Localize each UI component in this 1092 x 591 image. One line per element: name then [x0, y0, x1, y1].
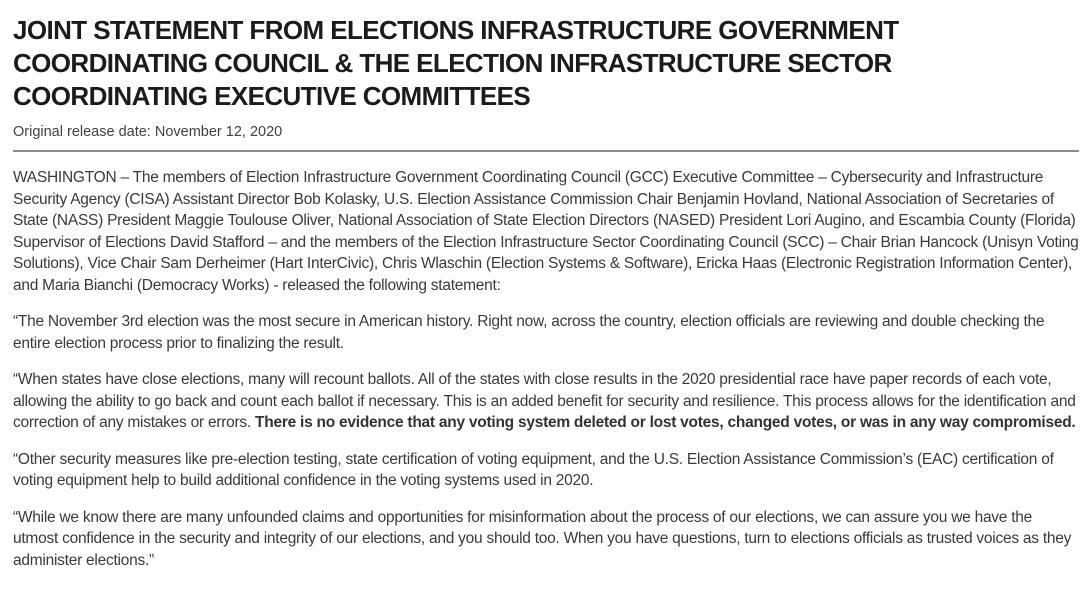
paragraph-recounts — [13, 369, 1079, 434]
paragraph-attribution: WASHINGTON – The members of Election Infrastructure Government Coordinating Council (GCC) Executive Committee – Cybersecurity and Infrastructure Security Agency (CISA) Assistant Director Bob Kolasky, U.S. Election Assistance Commission Chair Benjamin Hovland, National Association of Secretaries of State (NASS) President Maggie Toulouse Oliver, National Association of State Election Directors (NASED) President Lori Augino, and Escambia County (Florida) Supervisor of Elections David Stafford – and the members of the Election Infrastructure Sector Coordinating Council (SCC) – Chair Brian Hancock (Unisyn Voting Solutions), Vice Chair Sam Derheimer (Hart InterCivic), Chris Wlaschin (Election Systems & Software), Ericka Haas (Electronic Registration Information Center), and Maria Bianchi (Democracy Works) - released the following statement: — [13, 169, 1079, 294]
release-date: Original release date: November 12, 2020 — [13, 124, 283, 140]
statement-body — [13, 167, 1079, 571]
paragraph-closing: “While we know there are many unfounded claims and opportunities for misinformation about the process of our elections, we can assure you we have the utmost confidence in the security and integrity of our elections, and you should too. When you have questions, turn to elections officials as trusted voices as they administer elections.” — [13, 508, 1072, 569]
page-title — [13, 14, 1079, 113]
paragraph-secure-election: “The November 3rd election was the most secure in American history. Right now, across the country, election officials are reviewing and double checking the entire election process prior to finalizing the result. — [13, 313, 1045, 352]
paragraph-security-measures: “Other security measures like pre-election testing, state certification of voting equipment, and the U.S. Election Assistance Commission’s (EAC) certification of voting equipment help to build additional confidence in the voting systems used in 2020. — [13, 450, 1054, 489]
paragraph-recounts-bold-statement: There is no evidence that any voting system deleted or lost votes, changed votes, or was in any way compromised. — [255, 414, 1076, 431]
paragraph-recounts-text: “When states have close elections, many will recount ballots. All of the states with close results in the 2020 presidential race have paper records of each vote, allowing the ability to go back and count each ballot if necessary. This is an added benefit for security and resilience. This process allows for the identification and correction of any mistakes or errors. — [13, 371, 1076, 431]
page-title-line-2: COORDINATING COUNCIL & THE ELECTION INFRASTRUCTURE SECTOR — [13, 48, 892, 78]
title-divider — [13, 150, 1079, 152]
page-title-line-3: COORDINATING EXECUTIVE COMMITTEES — [13, 81, 531, 111]
page-title-line-1: JOINT STATEMENT FROM ELECTIONS INFRASTRUCTURE GOVERNMENT — [13, 15, 899, 45]
